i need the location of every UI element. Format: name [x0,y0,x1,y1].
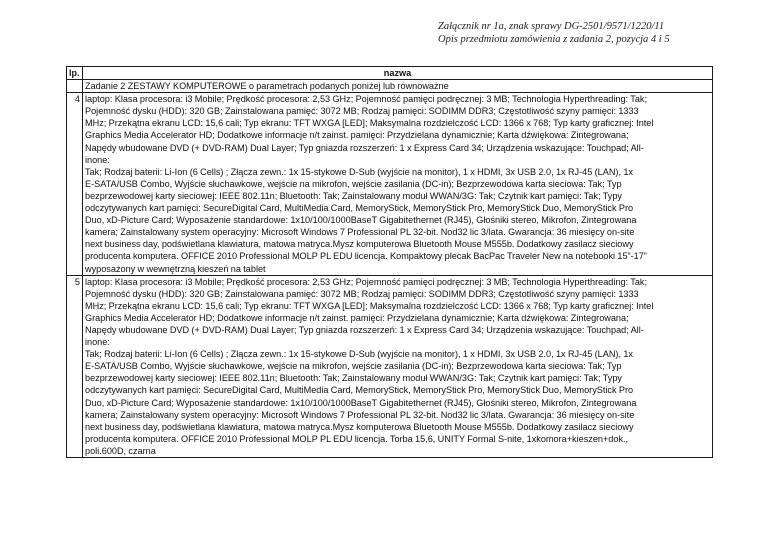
description-line: Napędy wbudowane DVD (+ DVD-RAM) Dual Layer; Typ gniazda rozszerzeń: 1 x Express Card 34; Urządzenia wskazujące: Touchpad; All- [85,324,644,335]
description-line: Duo, xD-Picture Card; Wyposażenie standardowe: 1x10/100/1000BaseT Gigabitethernet (RJ45), Głośniki stereo, Mikrofon, Zintegrowana [85,397,637,408]
description-line: MHz; Przekątna ekranu LCD: 15,6 cali; Typ ekranu: TFT WXGA [LED]; Maksymalna rozdzielczość LCD: 1366 x 768; Typ karty graficznej: Intel [85,118,654,129]
description-line: poli.600D, czarna [85,445,156,456]
description-line: Pojemność dysku (HDD): 320 GB; Zainstalowana pamięć: 3072 MB; Rodzaj pamięci: SODIMM DDR3; Częstotliwość szyny pamięci: 1333 [85,106,639,117]
description-line: laptop: Klasa procesora: i3 Mobile; Prędkość procesora: 2,53 GHz; Pojemność pamięci podręcznej: 3 MB; Technologia Hyperthreading: Tak; [85,276,647,287]
description-line: wyposażony w wewnętrzną kieszeń na tablet [85,263,266,274]
description-line: next business day, podświetlana klawiatura, matowa matryca.Mysz komputerowa Bluetooth Mouse M555b. Dodatkowy zasilacz sieciowy [85,239,634,250]
description-line: Graphics Media Accelerator HD; Dodatkowe informacje n/t zainst. pamięci: Przydzielana dynamicznie; Karta dźwiękowa: Zintegrowana; [85,130,629,141]
description-line: Tak; Rodzaj baterii: Li-Ion (6 Cells) ; Złącza zewn.: 1x 15-stykowe D-Sub (wyjście na monitor), 1 x HDMI, 3x USB 2.0, 1x RJ-45 (LAN), 1x [85,166,633,177]
description-line: MHz; Przekątna ekranu LCD: 15,6 cali; Typ ekranu: TFT WXGA [LED]; Maksymalna rozdzielczość LCD: 1366 x 768; Typ karty graficznej: Intel [85,300,654,311]
table-row [67,275,713,457]
description-line: Duo, xD-Picture Card; Wyposażenie standardowe: 1x10/100/1000BaseT Gigabitethernet (RJ45), Głośniki stereo, Mikrofon, Zintegrowana [85,215,637,226]
description-line: inone: [85,337,110,348]
table-row-intro [67,80,713,93]
description-line: bezprzewodowej karty sieciowej: IEEE 802.11n; Bluetooth: Tak; Zainstalowany moduł WWAN/3G: Tak; Czytnik kart pamięci: Tak; Typy [85,190,622,201]
table-header-row [67,67,713,80]
description-line: producenta komputera. OFFICE 2010 Professional MOLP PL EDU licencja. Kompaktowy plecak BacPac Traveler New na notebooki 15”-17” [85,251,647,262]
row-description [83,93,713,275]
intro-lp-cell [67,80,83,93]
description-line: laptop: Klasa procesora: i3 Mobile; Prędkość procesora: 2,53 GHz; Pojemność pamięci podręcznej: 3 MB; Technologia Hyperthreading: Tak; [85,94,647,105]
description-line: Graphics Media Accelerator HD; Dodatkowe informacje n/t zainst. pamięci: Przydzielana dynamicznie; Karta dźwiękowa: Zintegrowana; [85,312,629,323]
row-number: 5 [67,275,83,457]
description-line: Pojemność dysku (HDD): 320 GB; Zainstalowana pamięć: 3072 MB; Rodzaj pamięci: SODIMM DDR3; Częstotliwość szyny pamięci: 1333 [85,288,639,299]
task-title: Zadanie 2 ZESTAWY KOMPUTEROWE o parametrach podanych poniżej lub równoważne [83,80,713,93]
row-number: 4 [67,93,83,275]
specification-table [66,66,713,458]
description-line: inone: [85,154,110,165]
attachment-reference: Załącznik nr 1a, znak sprawy DG-2501/9571/1220/11 [438,21,665,32]
table-row [67,93,713,275]
document-header [438,20,758,46]
column-header-lp: lp. [67,67,83,80]
description-line: next business day, podświetlana klawiatura, matowa matryca.Mysz komputerowa Bluetooth Mouse M555b. Dodatkowy zasilacz sieciowy [85,421,634,432]
column-header-name: nazwa [83,67,713,80]
row-description [83,275,713,457]
description-line: odczytywanych kart pamięci: SecureDigital Card, MultiMedia Card, MemoryStick, MemoryStick Pro, MemoryStick Duo, MemoryStick Pro [85,385,634,396]
description-line: Tak; Rodzaj baterii: Li-Ion (6 Cells) ; Złącza zewn.: 1x 15-stykowe D-Sub (wyjście na monitor), 1 x HDMI, 3x USB 2.0, 1x RJ-45 (LAN), 1x [85,349,633,360]
description-line: kamera; Zainstalowany system operacyjny: Microsoft Windows 7 Professional PL 32-bit. Nod32 lic 3/lata. Gwarancja: 36 miesięcy on-site [85,409,635,420]
description-line: Napędy wbudowane DVD (+ DVD-RAM) Dual Layer; Typ gniazda rozszerzeń: 1 x Express Card 34; Urządzenia wskazujące: Touchpad; All- [85,142,644,153]
description-line: bezprzewodowej karty sieciowej: IEEE 802.11n; Bluetooth: Tak; Zainstalowany moduł WWAN/3G: Tak; Czytnik kart pamięci: Tak; Typy [85,373,622,384]
description-line: odczytywanych kart pamięci: SecureDigital Card, MultiMedia Card, MemoryStick, MemoryStick Pro, MemoryStick Duo, MemoryStick Pro [85,203,634,214]
order-description: Opis przedmiotu zamówienia z zadania 2, pozycja 4 i 5 [438,34,670,45]
description-line: E-SATA/USB Combo, Wyjście słuchawkowe, wejście na mikrofon, wejście zasilania (DC-in); Bezprzewodowa karta sieciowa: Tak; Typ [85,178,622,189]
description-line: producenta komputera. OFFICE 2010 Professional MOLP PL EDU licencja. Torba 15,6, UNITY Formal S-nite, 1xkomora+kieszen+dok., [85,433,629,444]
description-line: E-SATA/USB Combo, Wyjście słuchawkowe, wejście na mikrofon, wejście zasilania (DC-in); Bezprzewodowa karta sieciowa: Tak; Typ [85,361,622,372]
description-line: kamera; Zainstalowany system operacyjny: Microsoft Windows 7 Professional PL 32-bit. Nod32 lic 3/lata. Gwarancja: 36 miesięcy on-site [85,227,635,238]
